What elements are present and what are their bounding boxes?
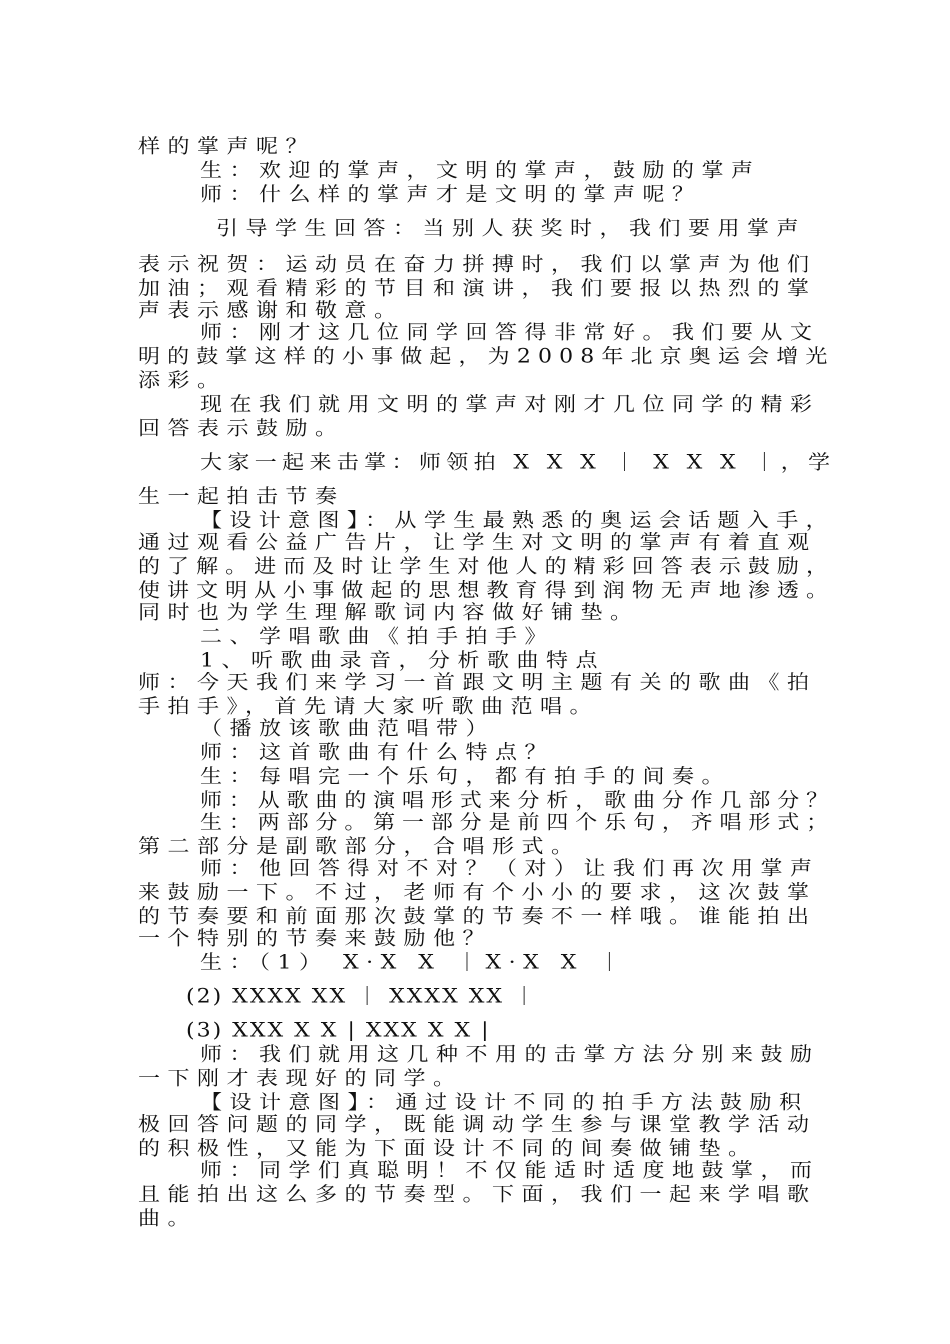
rhythm-line: (2) XXXX XX ｜ XXXX XX ｜ (186, 986, 538, 1008)
text-line: 加油；观看精彩的节目和演讲，我们要报以热烈的掌 (138, 278, 817, 300)
section-heading: 二、学唱歌曲《拍手拍手》 (200, 626, 555, 648)
text-line: 的了解。进而及时让学生对他人的精彩回答表示鼓励， (138, 556, 836, 578)
text-line: 曲。 (138, 1208, 198, 1230)
text-line: 的节奏要和前面那次鼓掌的节奏不一样哦。谁能拍出 (138, 906, 817, 928)
text-line: 样的掌声呢？ (138, 136, 316, 158)
text-line: 师：从歌曲的演唱形式来分析，歌曲分作几部分？ (200, 790, 836, 812)
text-line: 来鼓励一下。不过，老师有个小小的要求，这次鼓掌 (138, 882, 817, 904)
text-line: 表示祝贺：运动员在奋力拼搏时，我们以掌声为他们 (138, 254, 817, 276)
text-line: 同时也为学生理解歌词内容做好铺垫。 (138, 602, 640, 624)
text-line: 通过观看公益广告片，让学生对文明的掌声有着直观 (138, 532, 817, 554)
text-line: 生：两部分。第一部分是前四个乐句，齐唱形式； (200, 812, 836, 834)
text-line: 生一起拍击节奏 (138, 486, 345, 508)
text-line: （播放该歌曲范唱带） (200, 718, 496, 740)
text-line: 的积极性，又能为下面设计不同的间奏做铺垫。 (138, 1138, 758, 1160)
text-line: 师：什么样的掌声才是文明的掌声呢？ (200, 184, 702, 206)
text-line: 第二部分是副歌部分，合唱形式。 (138, 836, 581, 858)
text-line: 现在我们就用文明的掌声对刚才几位同学的精彩 (200, 394, 820, 416)
subsection-heading: 1、听歌曲录音，分析歌曲特点 (200, 650, 605, 672)
text-line: 师：这首歌曲有什么特点？ (200, 742, 555, 764)
text-line: 师：他回答得对不对？（对）让我们再次用掌声 (200, 858, 820, 880)
text-line: 且能拍出这么多的节奏型。下面，我们一起来学唱歌 (138, 1184, 817, 1206)
text-line: 师：同学们真聪明！不仅能适时适度地鼓掌，而 (200, 1160, 820, 1182)
text-line: 回答表示鼓励。 (138, 418, 345, 440)
text-line: 生：每唱完一个乐句，都有拍手的间奏。 (200, 766, 732, 788)
rhythm-line: (3) XXX X X | XXX X X | (186, 1020, 491, 1042)
text-line: 极回答问题的同学，既能调动学生参与课堂教学活动 (138, 1114, 817, 1136)
text-line: 【设计意图】：从学生最熟悉的奥运会话题入手， (200, 510, 836, 532)
text-line: 使讲文明从小事做起的思想教育得到润物无声地渗透。 (138, 580, 836, 602)
text-line: 手拍手》，首先请大家听歌曲范唱。 (138, 696, 600, 718)
text-line: 添彩。 (138, 370, 227, 392)
text-line: 师：我们就用这几种不用的击掌方法分别来鼓励 (200, 1044, 820, 1066)
text-line: 明的鼓掌这样的小事做起，为2008年北京奥运会增光 (138, 346, 835, 368)
rhythm-line: 生：（1） X·X X ｜X·X X ｜ (200, 952, 628, 974)
text-line: 声表示感谢和敬意。 (138, 300, 404, 322)
text-line: 师：刚才这几位同学回答得非常好。我们要从文 (200, 322, 820, 344)
text-line: 【设计意图】：通过设计不同的拍手方法鼓励积 (200, 1092, 809, 1114)
text-line: 一个特别的节奏来鼓励他？ (138, 928, 493, 950)
text-line: 师：今天我们来学习一首跟文明主题有关的歌曲《拍 (138, 672, 817, 694)
text-line: 生：欢迎的掌声，文明的掌声，鼓励的掌声 (200, 160, 761, 182)
text-line: 引导学生回答：当别人获奖时，我们要用掌声 (216, 218, 807, 240)
text-line: 大家一起来击掌：师领拍 X X X ｜ X X X ｜，学 (200, 452, 836, 474)
text-line: 一下刚才表现好的同学。 (138, 1068, 463, 1090)
